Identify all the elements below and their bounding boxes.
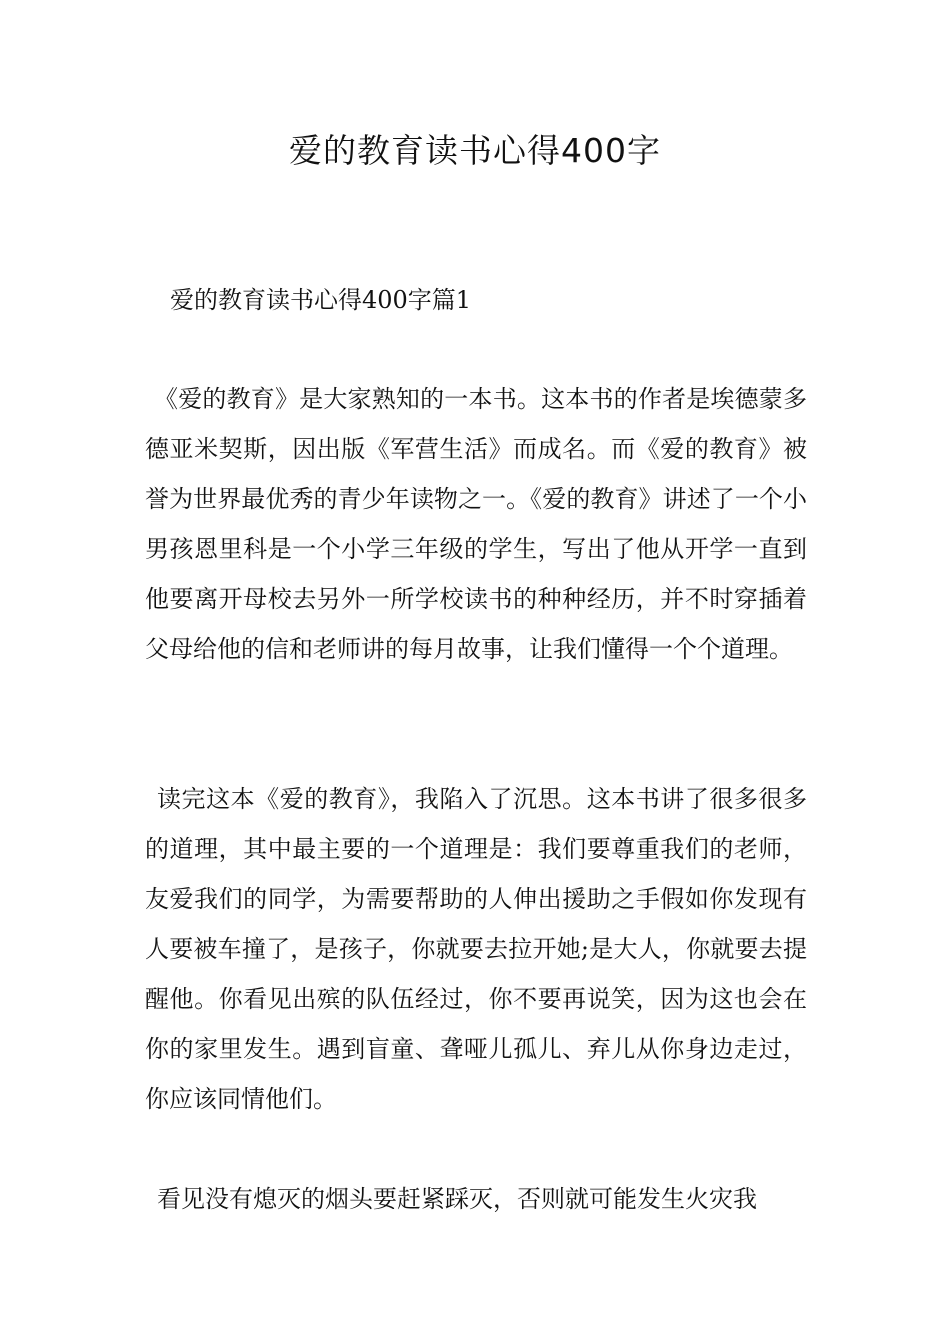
section-heading: 爱的教育读书心得400字篇1 [170,286,472,314]
document-title: 爱的教育读书心得400字 [289,131,661,170]
body-paragraph-2: 读完这本《爱的教育》，我陷入了沉思。这本书讲了很多很多的道理，其中最主要的一个道理是：我们要尊重我们的老师，友爱我们的同学，为需要帮助的人伸出援助之手假如你发现有人要被车撞了，是孩子，你就要去拉开她;是大人，你就要去提醒他。你看见出殡的队伍经过，你不要再说笑，因为这也会在你的家里发生。遇到盲童、聋哑儿孤儿、弃儿从你身边走过，你应该同情他们。 [145,785,807,1113]
body-paragraph-3: 看见没有熄灭的烟头要赶紧踩灭，否则就可能发生火灾我 [157,1185,757,1213]
body-paragraph-1: 《爱的教育》是大家熟知的一本书。这本书的作者是埃德蒙多德亚米契斯，因出版《军营生活》而成名。而《爱的教育》被誉为世界最优秀的青少年读物之一。《爱的教育》讲述了一个小男孩恩里科是一个小学三年级的学生，写出了他从开学一直到他要离开母校去另外一所学校读书的种种经历，并不时穿插着父母给他的信和老师讲的每月故事，让我们懂得一个个道理。 [145,385,807,663]
